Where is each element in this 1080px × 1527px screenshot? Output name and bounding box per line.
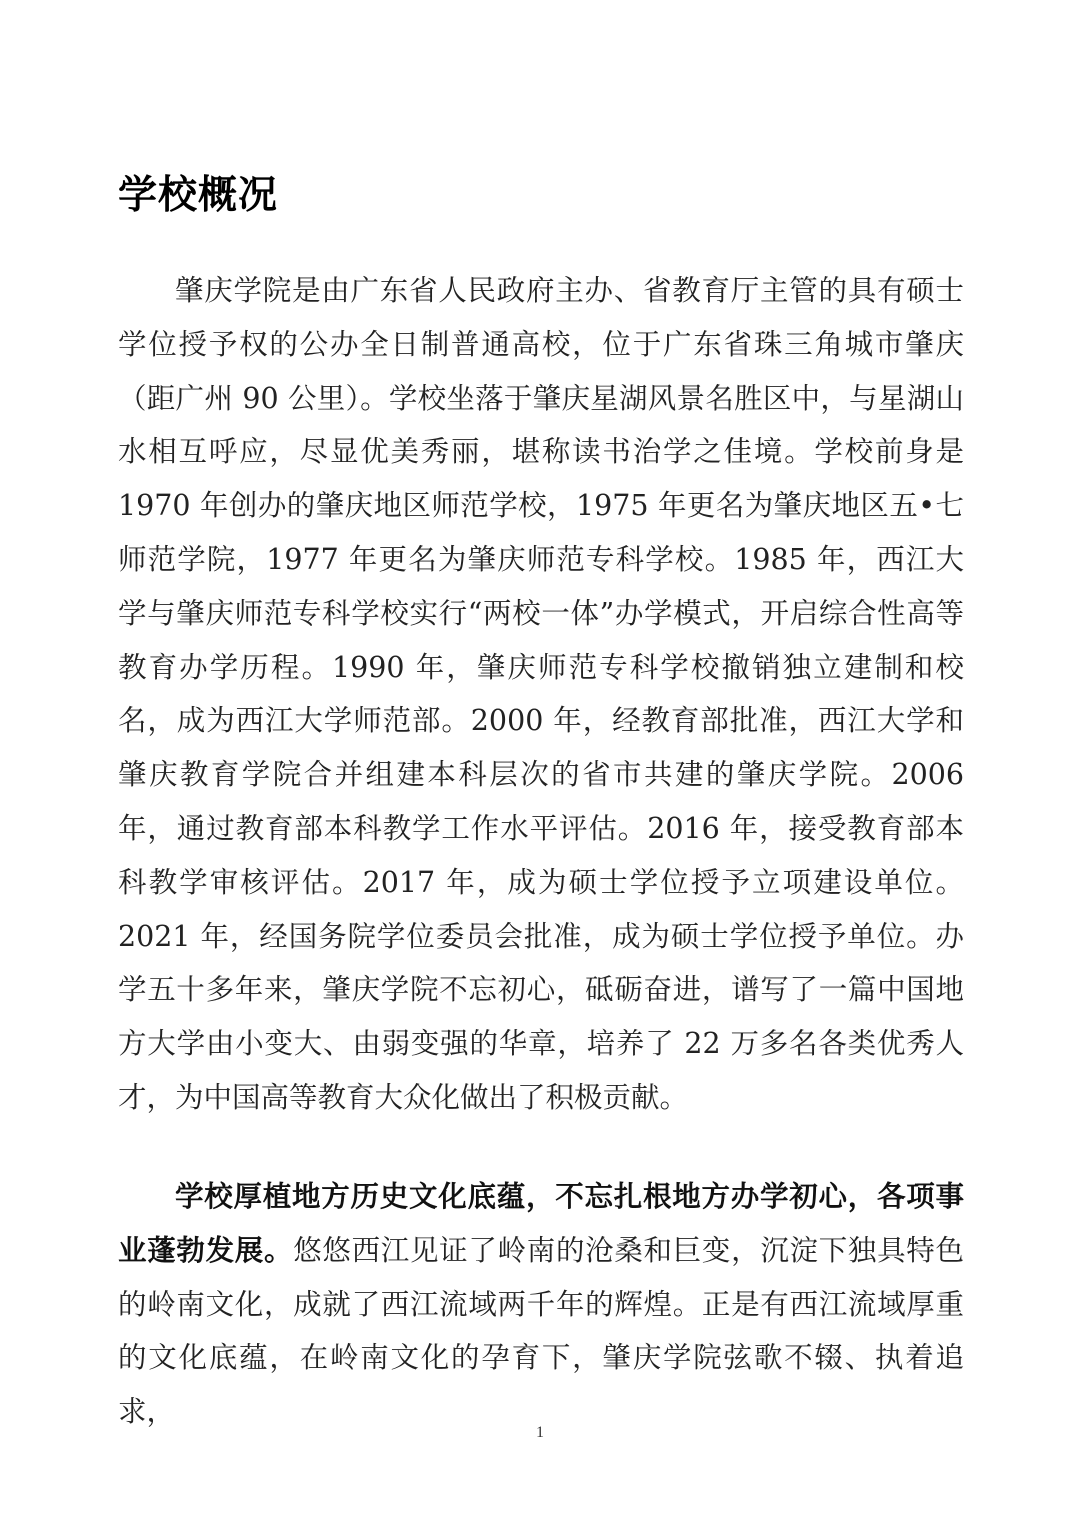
page-number: 1 xyxy=(536,1424,544,1441)
paragraph-text: 悠悠西江见证了岭南的沧桑和巨变，沉淀下独具特色的岭南文化，成就了西江流域两千年的辉煌。正是有西江流域厚重的文化底蕴，在岭南文化的孕育下，肇庆学院弦歌不辍、执着追求， xyxy=(118,1233,964,1429)
paragraph-lead-bold: 学校厚植地方历史文化底蕴，不忘扎根地方办学初心，各项事业蓬勃发展。 xyxy=(118,1180,964,1267)
paragraph-school-history xyxy=(118,264,964,1125)
paragraph-culture xyxy=(118,1170,964,1439)
page-title: 学校概况 xyxy=(118,173,279,218)
paragraph-text: 肇庆学院是由广东省人民政府主办、省教育厅主管的具有硕士学位授予权的公办全日制普通高校，位于广东省珠三角城市肇庆（距广州 90 公里）。学校坐落于肇庆星湖风景名胜区中，与星湖山水相互呼应，尽显优美秀丽，堪称读书治学之佳境。学校前身是 1970 年创办的肇庆地区师范学校，1975 年更名为肇庆地区五•七师范学院，1977 年更名为肇庆师范专科学校。1985 年，西江大学与肇庆师范专科学校实行“两校一体”办学模式，开启综合性高等教育办学历程。1990 年，肇庆师范专科学校撤销独立建制和校名，成为西江大学师范部。2000 年，经教育部批准，西江大学和肇庆教育学院合并组建本科层次的省市共建的肇庆学院。2006 年，通过教育部本科教学工作水平评估。2016 年，接受教育部本科教学审核评估。2017 年，成为硕士学位授予立项建设单位。2021 年，经国务院学位委员会批准，成为硕士学位授予单位。办学五十多年来，肇庆学院不忘初心，砥砺奋进，谱写了一篇中国地方大学由小变大、由弱变强的华章，培养了 22 万多名各类优秀人才，为中国高等教育大众化做出了积极贡献。 xyxy=(118,274,964,1114)
